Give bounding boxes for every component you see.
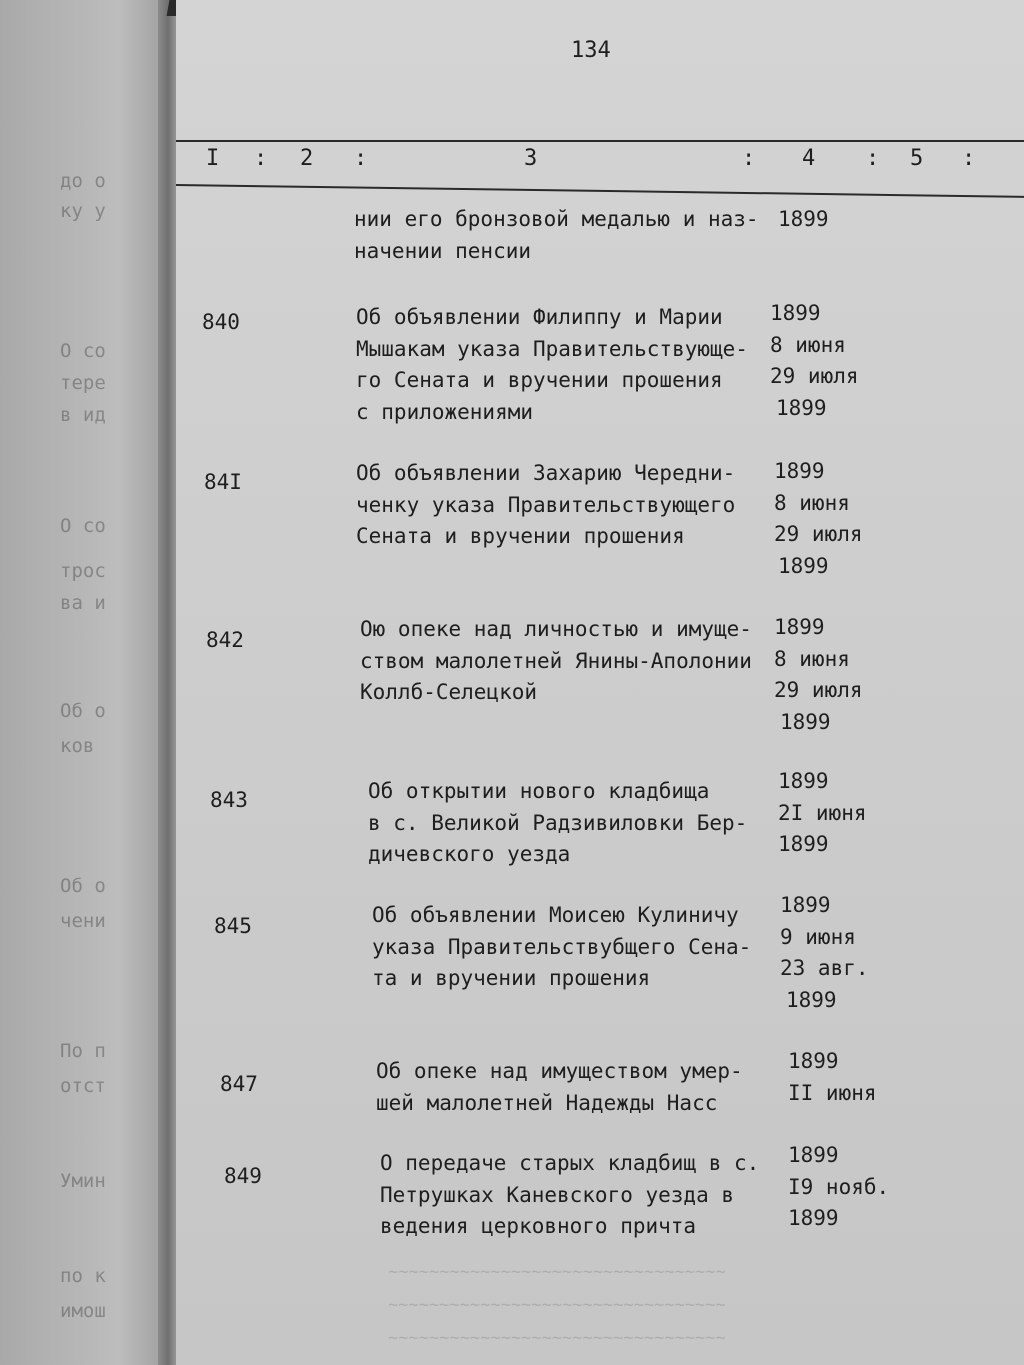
title-line: нии его бронзовой медалью и наз-: [354, 207, 759, 231]
title-line: Мышакам указа Правительствующе-: [356, 336, 748, 361]
title-line: го Сената и вручении прошения: [356, 368, 723, 392]
facing-page-fragment: чени: [60, 910, 106, 932]
title-line: Об объявлении Моисею Кулиничу: [372, 903, 739, 927]
column-header-1: I: [206, 146, 220, 171]
title-line: та и вручении прошения: [372, 966, 651, 990]
column-separator: :: [254, 146, 268, 171]
date-line: 1899: [788, 1049, 839, 1073]
facing-page-fragment: ку у: [60, 200, 106, 222]
entry-number: 847: [220, 1072, 258, 1096]
title-line: Петрушках Каневского уезда в: [380, 1182, 735, 1207]
entry-number: 84I: [204, 470, 242, 494]
date-line: 1899: [780, 709, 831, 734]
title-line: Об объявлении Филиппу и Марии: [356, 305, 723, 329]
entry-title: [356, 302, 748, 428]
entry-title: [354, 204, 759, 267]
date-line: 29 июля: [770, 364, 859, 388]
entry-dates: [774, 612, 863, 738]
facing-page-fragment: имош: [60, 1300, 106, 1322]
entry-title: [380, 1148, 759, 1243]
title-line: Об опеке над имуществом умер-: [376, 1059, 743, 1083]
facing-page-fragment: Об о: [60, 700, 106, 722]
document-page: [176, 0, 1024, 1365]
entry-number: 845: [214, 914, 252, 938]
facing-page-fragment: ков: [60, 735, 95, 757]
entry-number: 849: [224, 1164, 262, 1188]
date-line: 8 июня: [774, 646, 850, 671]
facing-page-fragment: ва и: [60, 592, 106, 614]
entry-dates: [778, 204, 829, 236]
entry-dates: [778, 766, 867, 861]
date-line: 9 июня: [780, 924, 856, 949]
date-line: 1899: [774, 615, 825, 639]
title-line: О передаче старых кладбищ в с.: [380, 1151, 760, 1175]
title-line: шей малолетней Надежды Насс: [376, 1090, 718, 1115]
date-line: 29 июля: [774, 522, 863, 546]
date-line: 1899: [778, 207, 829, 231]
facing-page-edge: [0, 0, 170, 1365]
date-line: 23 авг.: [780, 956, 869, 980]
date-line: 1899: [774, 459, 825, 483]
date-line: I9 нояб.: [788, 1174, 890, 1199]
date-line: 2I июня: [778, 800, 867, 825]
entry-title: [368, 776, 747, 871]
entry-dates: [780, 890, 869, 1016]
date-line: 1899: [786, 987, 837, 1012]
entry-dates: [788, 1046, 877, 1109]
date-line: 1899: [778, 553, 829, 578]
column-header-2: 2: [300, 146, 314, 171]
column-separator: :: [866, 146, 880, 171]
entry-number: 840: [202, 310, 240, 334]
title-line: дичевского уезда: [368, 842, 571, 866]
column-header-4: 4: [802, 146, 816, 171]
facing-page-fragment: трос: [60, 560, 106, 582]
facing-page-fragment: По п: [60, 1040, 106, 1062]
header-rule-top: [176, 140, 1024, 142]
facing-page-fragment: О со: [60, 515, 106, 537]
date-line: 1899: [770, 301, 821, 325]
date-line: 8 июня: [770, 332, 846, 357]
date-line: 8 июня: [774, 490, 850, 515]
header-rule-bottom: [176, 184, 1024, 198]
facing-page-fragment: тере: [60, 372, 106, 394]
page-number: 134: [571, 38, 611, 63]
bleed-through: ~~~~~~~~~~~~~~~~~~~~~~~~~~~~~~~~~: [388, 1328, 726, 1348]
title-line: ченку указа Правительствующего: [356, 492, 736, 517]
title-line: ством малолетней Янины-Аполонии: [360, 648, 752, 673]
title-line: в с. Великой Радзивиловки Бер-: [368, 810, 748, 835]
date-line: 1899: [788, 1143, 839, 1167]
facing-page-fragment: отст: [60, 1075, 106, 1097]
date-line: 1899: [778, 832, 829, 856]
column-separator: :: [354, 146, 368, 171]
entry-number: 843: [210, 788, 248, 812]
column-header-3: 3: [524, 146, 538, 171]
title-line: с приложениями: [356, 399, 534, 424]
date-line: II июня: [788, 1080, 877, 1105]
entry-dates: [770, 298, 859, 424]
facing-page-fragment: по к: [60, 1265, 106, 1287]
entry-dates: [788, 1140, 889, 1235]
facing-page-fragment: до о: [60, 170, 106, 192]
entry-dates: [774, 456, 863, 582]
column-header-5: 5: [910, 146, 924, 171]
entry-title: [376, 1056, 743, 1119]
facing-page-fragment: Умин: [60, 1170, 106, 1192]
title-line: начении пенсии: [354, 238, 532, 263]
title-line: Сената и вручении прошения: [356, 524, 685, 548]
title-line: указа Правительствубщего Сена-: [372, 934, 752, 959]
date-line: 1899: [788, 1206, 839, 1230]
entry-title: [372, 900, 751, 995]
bleed-through: ~~~~~~~~~~~~~~~~~~~~~~~~~~~~~~~~~: [388, 1295, 726, 1315]
column-separator: :: [742, 146, 756, 171]
entry-title: [356, 458, 735, 553]
title-line: Об объявлении Захарию Чередни-: [356, 461, 736, 485]
column-separator: :: [962, 146, 976, 171]
date-line: 1899: [776, 395, 827, 420]
facing-page-fragment: О со: [60, 340, 106, 362]
date-line: 29 июля: [774, 678, 863, 702]
title-line: Ою опеке над личностью и имуще-: [360, 617, 752, 641]
facing-page-fragment: Об о: [60, 875, 106, 897]
entry-title: [360, 614, 752, 709]
date-line: 1899: [780, 893, 831, 917]
bleed-through: ~~~~~~~~~~~~~~~~~~~~~~~~~~~~~~~~~: [388, 1262, 726, 1282]
title-line: ведения церковного причта: [380, 1214, 697, 1238]
entry-number: 842: [206, 628, 244, 652]
date-line: 1899: [778, 769, 829, 793]
title-line: Об открытии нового кладбища: [368, 779, 710, 803]
title-line: Коллб-Селецкой: [360, 680, 538, 704]
facing-page-fragment: в ид: [60, 404, 106, 426]
